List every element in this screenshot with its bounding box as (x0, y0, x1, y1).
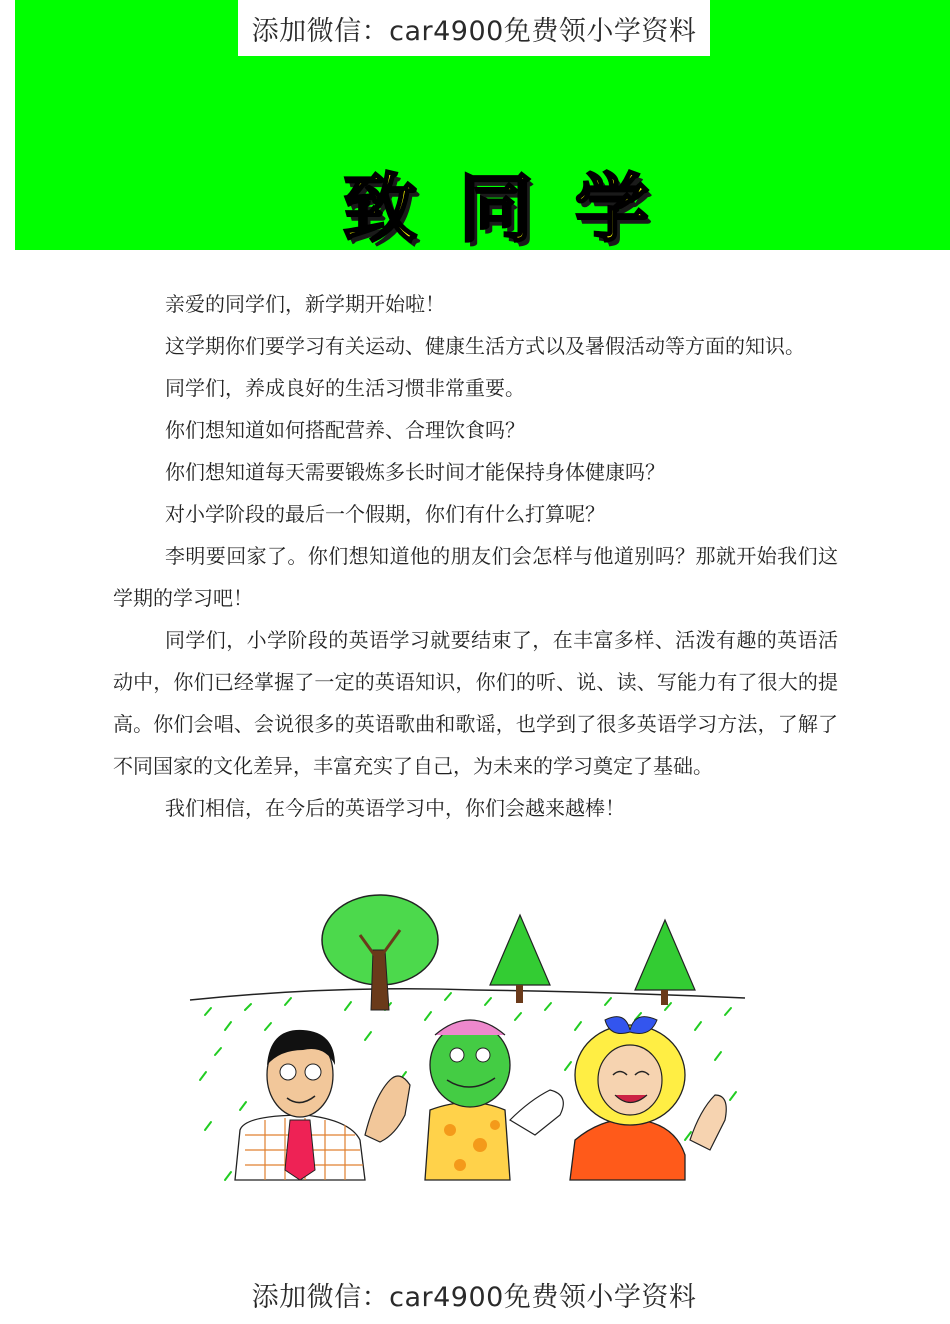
paragraph-holiday: 对小学阶段的最后一个假期，你们有什么打算呢？ (165, 502, 605, 526)
letter-body (113, 283, 838, 829)
paragraph-topics: 这学期你们要学习有关运动、健康生活方式以及暑假活动等方面的知识。 (165, 334, 805, 358)
paragraph-greeting: 亲爱的同学们，新学期开始啦！ (165, 292, 445, 316)
tree-icon (322, 895, 438, 1010)
watermark-top: 添加微信：car4900免费领小学资料 (238, 0, 710, 56)
turtle-waving-icon (425, 1020, 563, 1180)
children-waving-in-park-illustration (185, 880, 755, 1220)
pine-tree-icon (490, 915, 695, 1005)
boy-waving-icon (235, 1030, 410, 1180)
paragraph-closing: 我们相信，在今后的英语学习中，你们会越来越棒！ (165, 796, 625, 820)
paragraph-liming: 李明要回家了。你们想知道他的朋友们会怎样与他道别吗？那就开始我们这学期的学习吧！ (113, 544, 838, 610)
girl-waving-icon (570, 1017, 726, 1180)
paragraph-habits: 同学们，养成良好的生活习惯非常重要。 (165, 376, 525, 400)
watermark-bottom: 添加微信：car4900免费领小学资料 (238, 1266, 710, 1322)
paragraph-exercise: 你们想知道每天需要锻炼多长时间才能保持身体健康吗？ (165, 460, 665, 484)
page-title: 致同学 (343, 166, 691, 252)
paragraph-nutrition: 你们想知道如何搭配营养、合理饮食吗？ (165, 418, 525, 442)
paragraph-english-study: 同学们，小学阶段的英语学习就要结束了，在丰富多样、活泼有趣的英语活动中，你们已经掌握了一定的英语知识，你们的听、说、读、写能力有了很大的提高。你们会唱、会说很多的英语歌曲和歌谣，也学到了很多英语学习方法，了解了不同国家的文化差异，丰富充实了自己，为未来的学习奠定了基础。 (113, 628, 838, 778)
